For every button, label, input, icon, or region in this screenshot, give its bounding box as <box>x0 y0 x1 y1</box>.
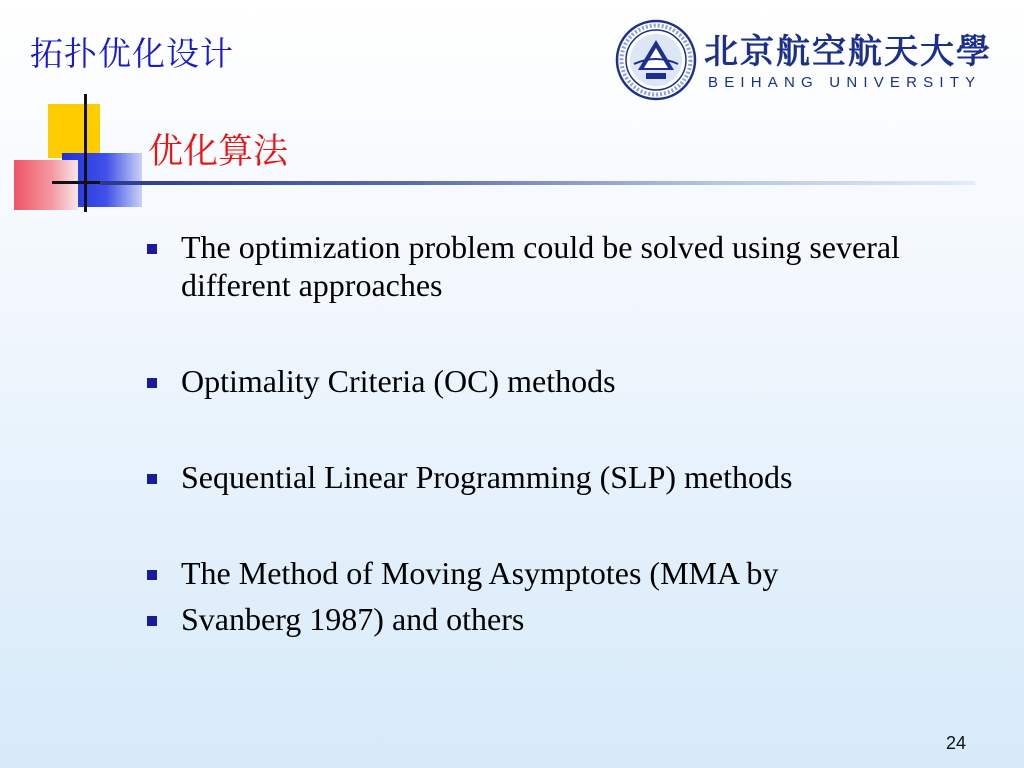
list-item <box>145 458 965 496</box>
bullet-square-icon <box>147 616 157 626</box>
bullet-square-icon <box>147 474 157 484</box>
logo-chinese-name: 北京航空航天大學 <box>704 32 992 72</box>
bullet-text: Sequential Linear Programming (SLP) methods <box>181 459 793 495</box>
deco-horizontal-line <box>52 181 100 184</box>
university-seal-icon <box>614 18 698 102</box>
bullet-list <box>145 228 965 638</box>
slide-title: 优化算法 <box>148 132 289 172</box>
title-underline <box>100 181 975 185</box>
list-item <box>145 600 965 638</box>
bullet-square-icon <box>147 244 157 254</box>
logo-english-name: BEIHANG UNIVERSITY <box>708 74 982 91</box>
bullet-text: The optimization problem could be solved using several different approaches <box>181 229 900 303</box>
bullet-text: The Method of Moving Asymptotes (MMA by <box>181 555 779 591</box>
deco-yellow-square <box>48 104 100 158</box>
bullet-text: Optimality Criteria (OC) methods <box>181 363 616 399</box>
bullet-text: Svanberg 1987) and others <box>181 601 525 637</box>
list-item <box>145 554 965 592</box>
bullet-square-icon <box>147 570 157 580</box>
university-logo <box>614 18 994 100</box>
deco-vertical-line <box>84 94 87 212</box>
deco-red-square <box>14 160 78 210</box>
list-item <box>145 228 965 304</box>
section-title: 拓扑优化设计 <box>30 34 234 73</box>
bullet-square-icon <box>147 378 157 388</box>
page-number: 24 <box>945 733 966 753</box>
list-item <box>145 362 965 400</box>
